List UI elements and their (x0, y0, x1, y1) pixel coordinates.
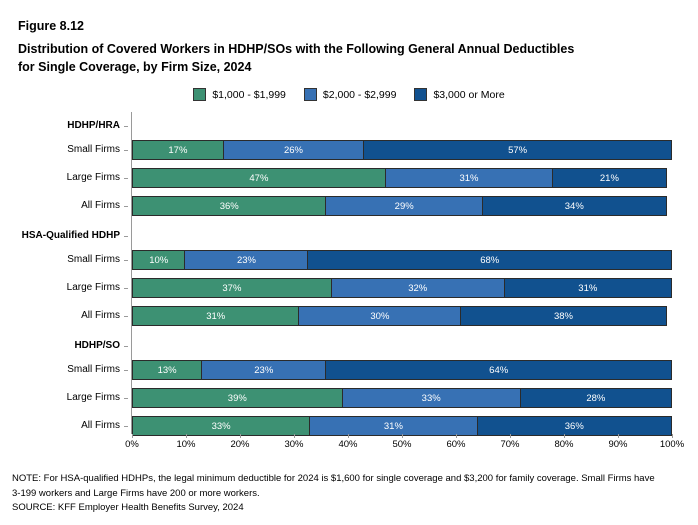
bar-segment[interactable]: 31% (386, 168, 553, 188)
bar-segment[interactable]: 33% (343, 388, 521, 408)
y-axis-tick (124, 426, 128, 427)
bar-segment[interactable]: 64% (326, 360, 672, 380)
footnote-block (12, 472, 684, 516)
x-axis-tick-label: 60% (446, 439, 466, 450)
legend-item[interactable] (193, 88, 286, 101)
y-axis-tick (124, 316, 128, 317)
x-axis-tick-label: 100% (659, 439, 685, 450)
legend-label: $1,000 - $1,999 (212, 88, 286, 101)
x-axis-tick-label: 50% (392, 439, 412, 450)
y-axis-category-label: Large Firms (66, 172, 120, 183)
bar-segment[interactable]: 13% (132, 360, 202, 380)
y-axis-tick (124, 126, 128, 127)
bar-segment[interactable]: 34% (483, 196, 667, 216)
y-axis-category-label: All Firms (81, 310, 120, 321)
y-axis-tick (124, 288, 128, 289)
bar-segment[interactable]: 38% (461, 306, 666, 326)
y-axis-tick (124, 206, 128, 207)
x-axis-tick (510, 434, 511, 438)
bar-segment[interactable]: 30% (299, 306, 461, 326)
y-axis-tick (124, 150, 128, 151)
x-axis-tick-label: 30% (284, 439, 304, 450)
stacked-bar-row (132, 360, 672, 380)
x-axis-tick-label: 70% (500, 439, 520, 450)
bar-segment[interactable]: 57% (364, 140, 672, 160)
legend-swatch-icon (414, 88, 427, 101)
y-axis-tick (124, 370, 128, 371)
y-axis-tick (124, 346, 128, 347)
stacked-bar-row (132, 306, 672, 326)
bar-segment[interactable]: 39% (132, 388, 343, 408)
chart-legend (0, 88, 698, 101)
bar-segment[interactable]: 28% (521, 388, 672, 408)
y-axis-tick (124, 236, 128, 237)
stacked-bar-row (132, 196, 672, 216)
legend-item[interactable] (304, 88, 397, 101)
bar-segment[interactable]: 17% (132, 140, 224, 160)
figure-number: Figure 8.12 (18, 19, 84, 33)
source-line: SOURCE: KFF Employer Health Benefits Survey, 2024 (12, 502, 244, 513)
y-axis-tick (124, 260, 128, 261)
y-axis-category-label: Large Firms (66, 392, 120, 403)
bar-segment[interactable]: 23% (185, 250, 308, 270)
bar-segment[interactable]: 68% (308, 250, 672, 270)
chart-plot-wrapper (0, 112, 698, 452)
x-axis-tick (348, 434, 349, 438)
x-axis-tick (456, 434, 457, 438)
figure-title-line2: for Single Coverage, by Firm Size, 2024 (18, 60, 252, 74)
x-axis-tick (240, 434, 241, 438)
stacked-bar-row (132, 388, 672, 408)
x-axis-tick-label: 80% (554, 439, 574, 450)
bar-segment[interactable]: 21% (553, 168, 666, 188)
y-axis-group-label: HDHP/SO (74, 340, 120, 351)
bar-segment[interactable]: 31% (310, 416, 477, 436)
y-axis-category-label: All Firms (81, 200, 120, 211)
bar-segment[interactable]: 36% (478, 416, 672, 436)
note-line2: 3-199 workers and Large Firms have 200 or more workers. (12, 487, 260, 499)
x-axis-tick (402, 434, 403, 438)
bar-segment[interactable]: 10% (132, 250, 185, 270)
x-axis-tick-label: 10% (176, 439, 196, 450)
y-axis-category-label: Large Firms (66, 282, 120, 293)
x-axis-tick (294, 434, 295, 438)
x-axis-tick (186, 434, 187, 438)
stacked-bar-row (132, 416, 672, 436)
y-axis-category-label: All Firms (81, 420, 120, 431)
bar-segment[interactable]: 36% (132, 196, 326, 216)
y-axis-group-label: HSA-Qualified HDHP (21, 230, 120, 241)
stacked-bar-row (132, 168, 672, 188)
title-block (18, 18, 680, 76)
stacked-bar-row (132, 250, 672, 270)
bar-segment[interactable]: 47% (132, 168, 386, 188)
legend-label: $2,000 - $2,999 (322, 88, 397, 101)
x-axis-tick-label: 20% (230, 439, 250, 450)
note-line1: NOTE: For HSA-qualified HDHPs, the legal minimum deductible for 2024 is $1,600 for single coverage and $3,200 for family coverage. Small Firms have (12, 473, 655, 484)
x-axis-tick (132, 434, 133, 438)
y-axis-labels (0, 112, 128, 434)
bar-segment[interactable]: 26% (224, 140, 364, 160)
legend-item[interactable] (414, 88, 504, 101)
y-axis-category-label: Small Firms (67, 364, 120, 375)
stacked-bar-row (132, 278, 672, 298)
bar-segment[interactable]: 32% (332, 278, 505, 298)
bar-segment[interactable]: 31% (132, 306, 299, 326)
bar-segment[interactable]: 23% (202, 360, 326, 380)
bar-segment[interactable]: 31% (505, 278, 672, 298)
bar-segment[interactable]: 29% (326, 196, 483, 216)
x-axis-tick-label: 40% (338, 439, 358, 450)
y-axis-tick (124, 398, 128, 399)
legend-label: $3,000 or More (433, 88, 505, 101)
y-axis-category-label: Small Firms (67, 254, 120, 265)
x-axis-tick-label: 0% (125, 439, 139, 450)
figure-title-line1: Distribution of Covered Workers in HDHP/SOs with the Following General Annual Deductibles (18, 42, 575, 56)
legend-swatch-icon (193, 88, 206, 101)
y-axis-group-label: HDHP/HRA (67, 120, 120, 131)
x-axis-tick (564, 434, 565, 438)
bar-segment[interactable]: 37% (132, 278, 332, 298)
x-axis-tick (672, 434, 673, 438)
x-axis-tick-label: 90% (608, 439, 628, 450)
plot-area (125, 112, 685, 450)
stacked-bar-row (132, 140, 672, 160)
y-axis-tick (124, 178, 128, 179)
bar-segment[interactable]: 33% (132, 416, 310, 436)
legend-swatch-icon (304, 88, 317, 101)
x-axis-tick (618, 434, 619, 438)
y-axis-category-label: Small Firms (67, 144, 120, 155)
